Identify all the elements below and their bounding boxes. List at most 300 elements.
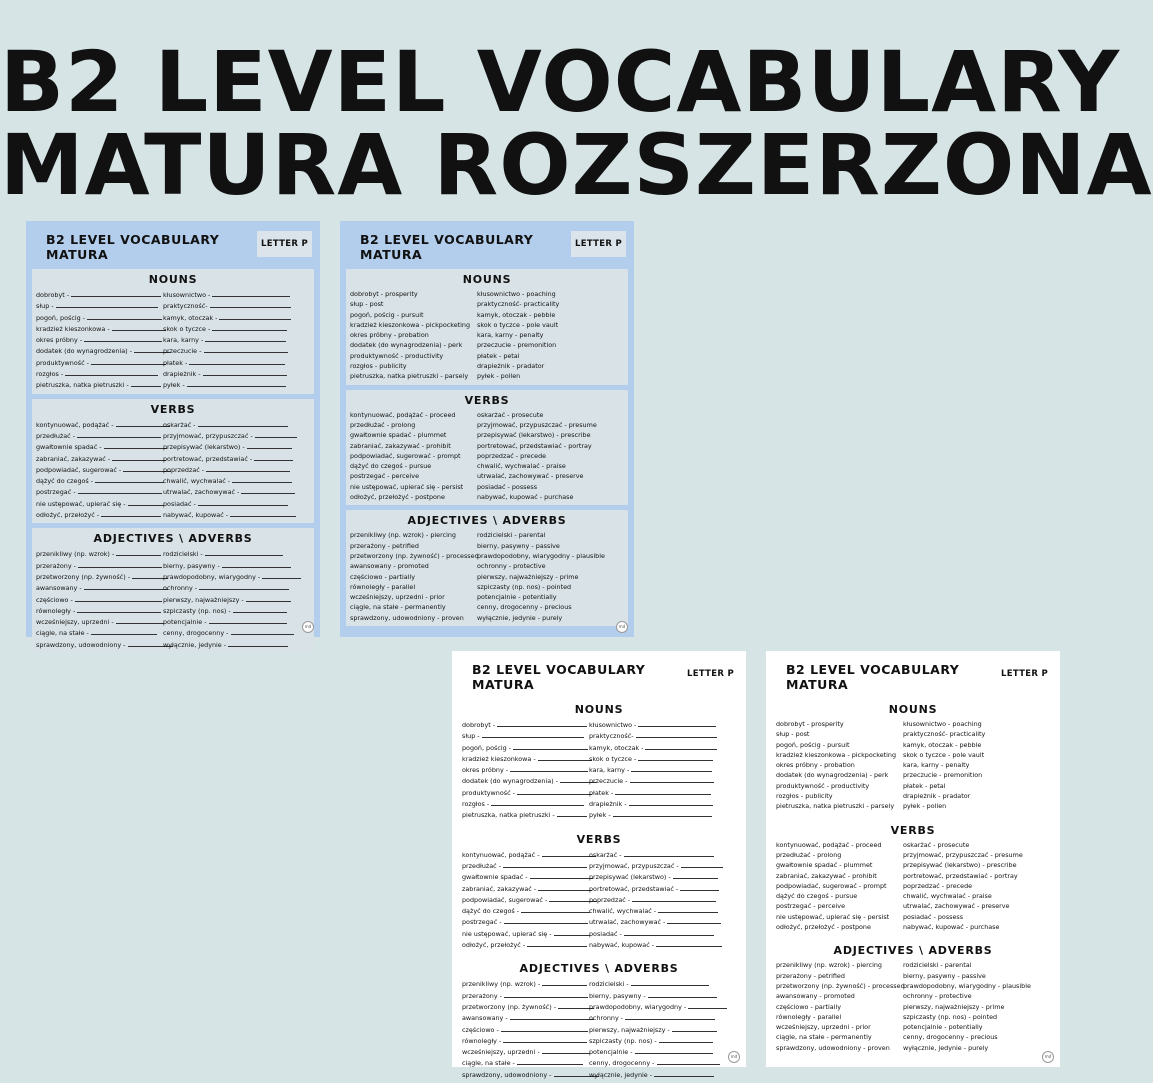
- vocab-entry: [36, 441, 161, 452]
- sheet-header: [348, 231, 626, 265]
- english-answer: passive: [535, 541, 560, 550]
- answer-blank-line[interactable]: [75, 594, 162, 602]
- polish-term: nie ustępować, upierać się -: [350, 482, 440, 491]
- letter-badge: LETTER P: [571, 231, 626, 257]
- answer-blank-line[interactable]: [497, 719, 587, 727]
- polish-term: kontynuować, podążać -: [462, 850, 540, 859]
- answer-blank-line[interactable]: [78, 560, 162, 568]
- vocab-grid: [462, 849, 736, 951]
- english-answer: praise: [972, 892, 992, 901]
- vocab-entry: [776, 1043, 901, 1053]
- answer-blank-line[interactable]: [116, 548, 161, 556]
- vocab-entry: [589, 753, 736, 764]
- english-answer: possess: [937, 912, 964, 921]
- vocab-entry: [903, 860, 1050, 870]
- answer-blank-line[interactable]: [659, 1035, 713, 1043]
- vocab-grid: [350, 530, 624, 623]
- polish-term: równoległy -: [776, 1012, 816, 1021]
- polish-term: słup -: [776, 730, 794, 739]
- sheet-title-line-2: MATURA: [360, 247, 423, 262]
- answer-blank-line[interactable]: [667, 916, 721, 924]
- polish-term: wcześniejszy, uprzedni -: [350, 593, 428, 602]
- answer-blank-line[interactable]: [209, 616, 287, 624]
- answer-blank-line[interactable]: [233, 605, 287, 613]
- answer-blank-line[interactable]: [210, 300, 291, 308]
- vocab-entry: [776, 912, 901, 922]
- answer-blank-line[interactable]: [673, 871, 718, 879]
- polish-term: rozgłos -: [462, 800, 490, 809]
- polish-term: posiadać -: [903, 912, 936, 921]
- polish-term: prawdopodobny, wiarygodny -: [477, 551, 575, 560]
- answer-blank-line[interactable]: [503, 860, 587, 868]
- polish-term: chwalić, wychwalać -: [163, 477, 231, 486]
- answer-blank-line[interactable]: [672, 1024, 717, 1032]
- vocab-entry: [36, 639, 161, 650]
- english-answer: precious: [544, 603, 572, 612]
- polish-term: drapieżnik -: [477, 362, 515, 371]
- answer-blank-line[interactable]: [232, 475, 292, 483]
- answer-blank-line[interactable]: [638, 719, 716, 727]
- vocab-entry: [36, 312, 161, 323]
- english-answer: pointed: [546, 582, 572, 591]
- answer-blank-line[interactable]: [501, 1024, 588, 1032]
- polish-term: dążyć do czegoś -: [776, 892, 834, 901]
- answer-blank-line[interactable]: [230, 509, 296, 517]
- vocab-entry: [477, 461, 624, 471]
- polish-term: słup -: [462, 732, 480, 741]
- polish-term: przetworzony (np. żywność) -: [36, 572, 131, 581]
- polish-term: utrwalać, zachowywać -: [589, 918, 666, 927]
- vocab-entry: [350, 492, 475, 502]
- polish-term: awansowany -: [36, 584, 82, 593]
- vocab-entry: [462, 1046, 587, 1057]
- polish-term: podpowiadać, sugerować -: [776, 881, 862, 890]
- vocab-entry: [589, 871, 736, 882]
- english-answer: productivity: [404, 351, 444, 360]
- answer-blank-line[interactable]: [654, 1069, 714, 1077]
- vocab-entry: [462, 978, 587, 989]
- answer-blank-line[interactable]: [131, 379, 161, 387]
- polish-term: drapieżnik -: [903, 792, 941, 801]
- vocab-entry: [350, 330, 475, 340]
- polish-term: postrzegać -: [776, 902, 816, 911]
- vocab-entry: [462, 753, 587, 764]
- polish-term: płatek -: [163, 358, 188, 367]
- answer-blank-line[interactable]: [77, 430, 161, 438]
- answer-blank-line[interactable]: [78, 486, 162, 494]
- section-title: ADJECTIVES \ ADVERBS: [833, 944, 993, 958]
- vocab-entry: [350, 299, 475, 309]
- polish-term: kradzież kieszonkowa -: [776, 750, 850, 759]
- vocab-grid: [462, 978, 736, 1080]
- answer-blank-line[interactable]: [219, 312, 291, 320]
- polish-term: kradzież kieszonkowa -: [350, 320, 424, 329]
- vocab-entry: [776, 791, 901, 801]
- answer-blank-line[interactable]: [87, 312, 162, 320]
- polish-term: dążyć do czegoś -: [462, 907, 520, 916]
- polish-term: przenikliwy (np. wzrok) -: [462, 980, 541, 989]
- answer-blank-line[interactable]: [527, 939, 587, 947]
- answer-blank-line[interactable]: [510, 764, 588, 772]
- english-answer: persist: [867, 912, 890, 921]
- english-answer: partially: [814, 1002, 841, 1011]
- answer-blank-line[interactable]: [554, 928, 590, 936]
- vocab-entry: [589, 916, 736, 927]
- answer-blank-line[interactable]: [491, 798, 584, 806]
- polish-term: drapieżnik -: [163, 370, 201, 379]
- english-answer: precede: [520, 451, 547, 460]
- answer-blank-line[interactable]: [538, 753, 592, 761]
- answer-blank-line[interactable]: [246, 594, 291, 602]
- vocab-entry: [350, 361, 475, 371]
- vocab-entry: [36, 419, 161, 430]
- polish-term: przeczucie -: [477, 341, 516, 350]
- polish-term: posiadać -: [477, 482, 510, 491]
- vocab-entry: [903, 719, 1050, 729]
- english-answer: pradator: [942, 792, 971, 801]
- answer-blank-line[interactable]: [91, 357, 166, 365]
- vocab-entry: [36, 616, 161, 627]
- polish-term: przedłużać -: [462, 861, 502, 870]
- polish-term: nie ustępować, upierać się -: [36, 499, 126, 508]
- answer-blank-line[interactable]: [538, 883, 592, 891]
- answer-blank-line[interactable]: [84, 334, 162, 342]
- vocab-entry: [903, 912, 1050, 922]
- polish-term: produktywność -: [776, 781, 829, 790]
- answer-blank-line[interactable]: [632, 894, 716, 902]
- vocab-entry: [903, 850, 1050, 860]
- english-answer: piercing: [430, 531, 456, 540]
- vocab-entry: [462, 871, 587, 882]
- answer-blank-line[interactable]: [231, 627, 294, 635]
- english-answer: processed: [446, 551, 479, 560]
- vocab-entry: [776, 750, 901, 760]
- polish-term: przedłużać -: [36, 431, 76, 440]
- answer-blank-line[interactable]: [521, 905, 590, 913]
- vocab-entry: [350, 451, 475, 461]
- answer-blank-line[interactable]: [625, 1012, 715, 1020]
- vocab-entry: [776, 1032, 901, 1042]
- answer-blank-line[interactable]: [681, 860, 723, 868]
- answer-blank-line[interactable]: [112, 453, 166, 461]
- english-answer: plummet: [417, 431, 447, 440]
- vocab-entry: [462, 764, 587, 775]
- answer-blank-line[interactable]: [688, 1001, 727, 1009]
- vocab-entry: [462, 928, 587, 939]
- vocab-entry: [477, 420, 624, 430]
- answer-blank-line[interactable]: [680, 883, 719, 891]
- answer-blank-line[interactable]: [557, 809, 587, 817]
- answer-blank-line[interactable]: [77, 605, 161, 613]
- vocab-entry: [462, 894, 587, 905]
- vocab-entry: [36, 560, 161, 571]
- polish-term: przetworzony (np. żywność) -: [462, 1002, 557, 1011]
- answer-blank-line[interactable]: [504, 916, 588, 924]
- polish-term: przenikliwy (np. wzrok) -: [36, 550, 115, 559]
- vocab-entry: [589, 939, 736, 950]
- answer-blank-line[interactable]: [189, 357, 285, 365]
- sheet-title-line-1: B2 LEVEL VOCABULARY: [46, 232, 220, 247]
- answer-blank-line[interactable]: [116, 616, 164, 624]
- answer-blank-line[interactable]: [645, 742, 717, 750]
- english-answer: penalty: [519, 331, 544, 340]
- section-adjectives: [346, 510, 628, 626]
- polish-term: dodatek (do wynagrodzenia) -: [350, 341, 446, 350]
- polish-term: przedłużać -: [776, 850, 816, 859]
- answer-blank-line[interactable]: [510, 1012, 594, 1020]
- vocab-entry: [589, 894, 736, 905]
- vocab-entry: [477, 602, 624, 612]
- vocab-entry: [903, 740, 1050, 750]
- polish-term: przepisywać (lekarstwo) -: [589, 873, 671, 882]
- answer-blank-line[interactable]: [128, 498, 164, 506]
- vocab-entry: [350, 613, 475, 623]
- answer-blank-line[interactable]: [212, 323, 287, 331]
- answer-blank-line[interactable]: [624, 849, 714, 857]
- answer-blank-line[interactable]: [542, 978, 587, 986]
- answer-blank-line[interactable]: [254, 453, 293, 461]
- polish-term: skok o tyczce -: [477, 320, 525, 329]
- polish-term: kara, karny -: [903, 761, 944, 770]
- polish-term: dobrobyt -: [462, 721, 496, 729]
- english-answer: prosperity: [385, 290, 418, 298]
- polish-term: częściowo -: [350, 572, 387, 581]
- vocab-entry: [163, 430, 310, 441]
- answer-blank-line[interactable]: [206, 464, 290, 472]
- answer-blank-line[interactable]: [56, 300, 158, 308]
- section-adjectives: [32, 528, 314, 653]
- polish-term: częściowo -: [776, 1002, 813, 1011]
- vocab-entry: [776, 840, 901, 850]
- polish-term: podpowiadać, sugerować -: [36, 465, 122, 474]
- vocab-entry: [350, 289, 475, 299]
- polish-term: chwalić, wychwalać -: [477, 462, 545, 471]
- answer-blank-line[interactable]: [101, 509, 161, 517]
- vocab-entry: [477, 361, 624, 371]
- polish-term: kamyk, otoczak -: [163, 313, 218, 322]
- vocab-entry: [350, 441, 475, 451]
- polish-term: zabraniać, zakazywać -: [776, 871, 851, 880]
- polish-term: portretować, przedstawiać -: [589, 884, 679, 893]
- answer-blank-line[interactable]: [542, 1046, 590, 1054]
- answer-blank-line[interactable]: [222, 560, 291, 568]
- english-answer: post: [369, 300, 384, 309]
- polish-term: kłusownictwo -: [477, 290, 525, 298]
- vocab-entry: [350, 530, 475, 540]
- vocab-entry: [163, 289, 310, 300]
- vocab-entry: [36, 379, 161, 390]
- vocab-entry: [462, 1001, 587, 1012]
- vocab-entry: [36, 334, 161, 345]
- polish-term: gwałtownie spadać -: [462, 873, 528, 882]
- polish-term: rodzicielski -: [163, 550, 203, 559]
- section-title: VERBS: [890, 823, 936, 837]
- answer-blank-line[interactable]: [91, 627, 157, 635]
- vocab-entry: [163, 453, 310, 464]
- english-answer: petrified: [392, 541, 419, 550]
- answer-blank-line[interactable]: [504, 990, 588, 998]
- english-answer: presume: [994, 850, 1023, 859]
- answer-blank-line[interactable]: [199, 582, 289, 590]
- vocab-entry: [589, 775, 736, 786]
- answer-blank-line[interactable]: [65, 368, 158, 376]
- answer-blank-line[interactable]: [517, 1057, 583, 1065]
- answer-blank-line[interactable]: [112, 323, 166, 331]
- polish-term: szpiczasty (np. nos) -: [589, 1036, 657, 1045]
- polish-term: podpowiadać, sugerować -: [462, 895, 548, 904]
- english-answer: pole vault: [952, 750, 985, 759]
- vocab-entry: [477, 441, 624, 451]
- vocab-grid: [776, 960, 1050, 1053]
- polish-term: kara, karny -: [477, 331, 518, 340]
- vocab-entry: [462, 1035, 587, 1046]
- polish-term: okres próbny -: [462, 766, 509, 775]
- worksheet-white-blank: [452, 651, 746, 1079]
- vocab-grid: [36, 289, 310, 391]
- vocab-entry: [350, 340, 475, 350]
- answer-blank-line[interactable]: [203, 368, 287, 376]
- answer-blank-line[interactable]: [503, 1035, 587, 1043]
- answer-blank-line[interactable]: [198, 419, 288, 427]
- answer-blank-line[interactable]: [631, 764, 712, 772]
- english-answer: precede: [946, 881, 973, 890]
- answer-blank-line[interactable]: [613, 809, 712, 817]
- vocab-entry: [163, 357, 310, 368]
- vocab-entry: [477, 530, 624, 540]
- answer-blank-line[interactable]: [205, 334, 286, 342]
- vocab-entry: [350, 602, 475, 612]
- answer-blank-line[interactable]: [648, 990, 717, 998]
- answer-blank-line[interactable]: [187, 379, 286, 387]
- answer-blank-line[interactable]: [635, 1046, 713, 1054]
- polish-term: płatek -: [477, 351, 502, 360]
- english-answer: pickpocketing: [425, 320, 471, 329]
- english-answer: prescribe: [560, 431, 591, 440]
- polish-term: przyjmować, przypuszczać -: [589, 861, 679, 870]
- answer-blank-line[interactable]: [247, 441, 292, 449]
- polish-term: pogoń, pościg -: [462, 743, 512, 752]
- answer-blank-line[interactable]: [629, 798, 713, 806]
- polish-term: przyjmować, przypuszczać -: [903, 850, 993, 859]
- vocab-entry: [589, 860, 736, 871]
- answer-blank-line[interactable]: [636, 730, 717, 738]
- polish-term: produktywność -: [462, 788, 515, 797]
- answer-blank-line[interactable]: [624, 928, 714, 936]
- answer-blank-line[interactable]: [205, 548, 283, 556]
- answer-blank-line[interactable]: [241, 486, 295, 494]
- polish-term: przeczucie -: [589, 777, 628, 786]
- vocab-entry: [36, 594, 161, 605]
- english-answer: practicality: [949, 730, 986, 739]
- vocab-entry: [462, 916, 587, 927]
- answer-blank-line[interactable]: [95, 475, 164, 483]
- vocab-entry: [36, 548, 161, 559]
- answer-blank-line[interactable]: [630, 775, 714, 783]
- english-answer: potentially: [522, 593, 557, 602]
- vocab-entry: [477, 340, 624, 350]
- vocab-entry: [589, 849, 736, 860]
- answer-blank-line[interactable]: [255, 430, 297, 438]
- vocab-grid: [462, 719, 736, 821]
- polish-term: gwałtownie spadać -: [776, 861, 842, 870]
- answer-blank-line[interactable]: [116, 419, 170, 427]
- answer-blank-line[interactable]: [104, 441, 167, 449]
- answer-blank-line[interactable]: [657, 1057, 720, 1065]
- vocab-entry: [350, 310, 475, 320]
- vocab-entry: [477, 541, 624, 551]
- vocab-grid: [350, 289, 624, 382]
- polish-term: nie ustępować, upierać się -: [462, 929, 552, 938]
- answer-blank-line[interactable]: [71, 289, 161, 297]
- polish-term: dobrobyt -: [776, 720, 810, 728]
- headline-line-2: MATURA ROZSZERZONA: [0, 116, 1153, 214]
- answer-blank-line[interactable]: [631, 978, 709, 986]
- english-answer: parental: [944, 961, 972, 970]
- vocab-entry: [903, 1022, 1050, 1032]
- polish-term: postrzegać -: [350, 472, 390, 481]
- vocab-entry: [36, 464, 161, 475]
- answer-blank-line[interactable]: [517, 787, 592, 795]
- english-answer: piercing: [856, 961, 882, 970]
- answer-blank-line[interactable]: [542, 849, 596, 857]
- english-answer: publicity: [805, 792, 833, 801]
- vocab-entry: [462, 1012, 587, 1023]
- polish-term: kara, karny -: [163, 336, 204, 345]
- polish-term: kontynuować, podążać -: [36, 420, 114, 429]
- vocab-entry: [589, 1046, 736, 1057]
- answer-blank-line[interactable]: [530, 871, 593, 879]
- polish-term: pyłek -: [589, 811, 611, 820]
- polish-term: przedłużać -: [350, 420, 390, 429]
- vocab-entry: [163, 571, 310, 582]
- answer-blank-line[interactable]: [212, 289, 290, 297]
- vocab-entry: [776, 860, 901, 870]
- english-answer: pebble: [533, 310, 556, 319]
- answer-blank-line[interactable]: [513, 742, 588, 750]
- vocab-entry: [776, 922, 901, 932]
- answer-blank-line[interactable]: [262, 571, 301, 579]
- polish-term: poprzedzać -: [477, 451, 519, 460]
- answer-blank-line[interactable]: [84, 582, 168, 590]
- english-answer: pole vault: [526, 320, 559, 329]
- english-answer: proceed: [855, 840, 882, 849]
- polish-term: bierny, pasywny -: [163, 561, 220, 570]
- english-answer: perceive: [391, 472, 420, 481]
- polish-term: szpiczasty (np. nos) -: [477, 582, 545, 591]
- vocab-entry: [163, 548, 310, 559]
- vocab-entry: [462, 1024, 587, 1035]
- section-nouns: [772, 699, 1054, 815]
- polish-term: awansowany -: [462, 1014, 508, 1023]
- answer-blank-line[interactable]: [658, 905, 718, 913]
- answer-blank-line[interactable]: [482, 730, 584, 738]
- answer-blank-line[interactable]: [198, 498, 288, 506]
- answer-blank-line[interactable]: [615, 787, 711, 795]
- section-title: NOUNS: [148, 273, 198, 286]
- vocab-entry: [903, 971, 1050, 981]
- answer-blank-line[interactable]: [204, 345, 288, 353]
- answer-blank-line[interactable]: [638, 753, 713, 761]
- vocab-entry: [163, 486, 310, 497]
- polish-term: kontynuować, podążać -: [350, 410, 428, 419]
- english-answer: preserve: [555, 472, 584, 481]
- answer-blank-line[interactable]: [656, 939, 722, 947]
- polish-term: oskarżać -: [589, 850, 622, 859]
- answer-blank-line[interactable]: [228, 639, 288, 647]
- section-nouns: [32, 269, 314, 394]
- polish-term: równoległy -: [462, 1036, 502, 1045]
- english-answer: publicity: [379, 362, 407, 371]
